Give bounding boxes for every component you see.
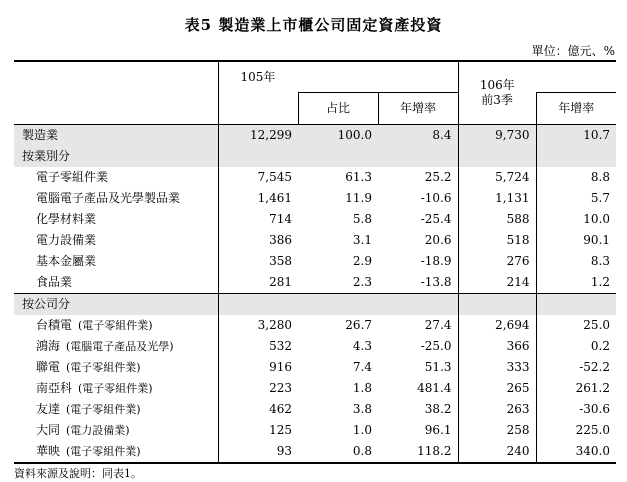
company-name: 友達 xyxy=(36,402,61,416)
cell-growth-105: 8.4 xyxy=(378,125,458,147)
unit-label: 單位：億元、% xyxy=(531,44,615,58)
industry-row xyxy=(14,209,616,230)
cell-growth-106: 340.0 xyxy=(536,441,616,463)
cell-growth-105: 481.4 xyxy=(417,381,452,395)
cell-105: 7,545 xyxy=(218,167,298,188)
header-blank xyxy=(14,61,218,125)
cell-growth-106: 225.0 xyxy=(536,420,616,441)
cell-106q3: 265 xyxy=(458,378,536,399)
cell-growth-105: 25.2 xyxy=(424,170,452,184)
header-105-blank xyxy=(218,93,298,125)
company-name: 華映 xyxy=(36,444,61,458)
cell-105: 223 xyxy=(218,378,298,399)
row-label: 食品業 xyxy=(36,275,73,289)
cell-105: 714 xyxy=(218,209,298,230)
cell-106q3: 518 xyxy=(458,230,536,251)
cell-growth-106: -30.6 xyxy=(536,399,616,420)
cell-105: 125 xyxy=(218,420,298,441)
company-section-header xyxy=(14,294,616,316)
cell-106q3: 333 xyxy=(458,357,536,378)
cell-105: 3,280 xyxy=(218,315,298,336)
cell-growth-106: 261.2 xyxy=(536,378,616,399)
company-row xyxy=(14,336,616,357)
cell-share: 5.8 xyxy=(352,212,372,226)
header-growth-105: 年增率 xyxy=(378,93,458,125)
company-name: 南亞科 xyxy=(36,381,73,395)
cell-growth-105: -25.0 xyxy=(420,339,452,353)
header-106-blank xyxy=(536,61,616,93)
company-name: 聯電 xyxy=(36,360,61,374)
company-industry: (電腦電子產品及光學) xyxy=(66,340,174,353)
cell-growth-105: -10.6 xyxy=(420,191,452,205)
cell-growth-106: 10.0 xyxy=(536,209,616,230)
cell-share: 100.0 xyxy=(298,125,378,147)
cell-growth-106: 25.0 xyxy=(536,315,616,336)
cell-106q3: 1,131 xyxy=(458,188,536,209)
cell-106q3: 276 xyxy=(458,251,536,272)
cell-106q3: 263 xyxy=(458,399,536,420)
row-label xyxy=(14,357,218,378)
cell-106q3: 2,694 xyxy=(458,315,536,336)
company-industry: (電子零組件業) xyxy=(78,319,153,332)
cell-105: 358 xyxy=(218,251,298,272)
cell-105: 12,299 xyxy=(218,125,298,147)
cell-growth-105: 118.2 xyxy=(378,441,458,463)
cell-106q3: 588 xyxy=(458,209,536,230)
table-title: 表5 製造業上市櫃公司固定資產投資 xyxy=(184,16,443,34)
cell-growth-106: 5.7 xyxy=(536,188,616,209)
industry-row xyxy=(14,188,616,209)
industry-row xyxy=(14,272,616,294)
row-label: 製造業 xyxy=(14,125,218,147)
cell-growth-106: 90.1 xyxy=(536,230,616,251)
cell-105: 93 xyxy=(218,441,298,463)
cell-growth-105: 20.6 xyxy=(424,233,452,247)
cell-share: 1.0 xyxy=(352,423,372,437)
cell-106q3: 240 xyxy=(458,441,536,463)
cell-growth-106: 8.8 xyxy=(536,167,616,188)
header-105: 105年 xyxy=(218,61,458,93)
header-growth-106: 年增率 xyxy=(536,93,616,125)
cell-share: 61.3 xyxy=(345,170,372,184)
cell-105: 1,461 xyxy=(218,188,298,209)
company-row xyxy=(14,399,616,420)
row-label: 基本金屬業 xyxy=(36,254,97,268)
cell-106q3: 9,730 xyxy=(458,125,536,147)
company-name: 鴻海 xyxy=(36,339,61,353)
row-label: 電子零組件業 xyxy=(36,170,109,184)
cell-growth-106: 8.3 xyxy=(536,251,616,272)
cell-share: 7.4 xyxy=(352,360,372,374)
company-industry: (電力設備業) xyxy=(66,424,130,437)
cell-105: 532 xyxy=(218,336,298,357)
cell-growth-106: 1.2 xyxy=(536,272,616,294)
row-label xyxy=(14,399,218,420)
company-row xyxy=(14,357,616,378)
row-label: 化學材料業 xyxy=(36,212,97,226)
cell-growth-105: 27.4 xyxy=(424,318,452,332)
cell-share: 1.8 xyxy=(352,381,372,395)
cell-growth-105: 96.1 xyxy=(424,423,452,437)
company-industry: (電子零組件業) xyxy=(66,403,141,416)
cell-105: 462 xyxy=(218,399,298,420)
row-label xyxy=(14,336,218,357)
source-note: 資料來源及說明：同表1。 xyxy=(14,467,142,480)
row-label xyxy=(14,315,218,336)
cell-106q3: 5,724 xyxy=(458,167,536,188)
header-share: 占比 xyxy=(298,93,378,125)
cell-106q3: 258 xyxy=(458,420,536,441)
cell-growth-105: -18.9 xyxy=(420,254,452,268)
cell-growth-106: 10.7 xyxy=(536,125,616,147)
cell-share: 3.8 xyxy=(352,402,372,416)
cell-106q3: 214 xyxy=(458,272,536,294)
cell-growth-105: 38.2 xyxy=(424,402,452,416)
row-label: 電力設備業 xyxy=(36,233,97,247)
row-label xyxy=(14,441,218,463)
industry-section-header xyxy=(14,146,616,167)
company-name: 大同 xyxy=(36,423,61,437)
header-q3: 前3季 xyxy=(458,93,536,125)
investment-table xyxy=(14,60,616,464)
cell-share: 0.8 xyxy=(298,441,378,463)
header-106: 106年 xyxy=(458,61,536,93)
cell-106q3: 366 xyxy=(458,336,536,357)
company-row xyxy=(14,441,616,463)
cell-105: 281 xyxy=(218,272,298,294)
row-label xyxy=(14,420,218,441)
cell-share: 11.9 xyxy=(345,191,372,205)
company-row xyxy=(14,315,616,336)
company-row xyxy=(14,420,616,441)
section-label: 按公司分 xyxy=(14,294,218,316)
cell-growth-106: -52.2 xyxy=(536,357,616,378)
cell-growth-106: 0.2 xyxy=(536,336,616,357)
row-label xyxy=(14,378,218,399)
company-industry: (電子零組件業) xyxy=(78,382,153,395)
cell-growth-105: -25.4 xyxy=(420,212,452,226)
cell-share: 4.3 xyxy=(352,339,372,353)
section-label: 按業別分 xyxy=(14,146,218,167)
cell-share: 2.3 xyxy=(352,275,372,289)
total-row xyxy=(14,125,616,147)
company-industry: (電子零組件業) xyxy=(66,361,141,374)
cell-share: 26.7 xyxy=(345,318,372,332)
industry-row xyxy=(14,167,616,188)
company-name: 台積電 xyxy=(36,318,73,332)
company-row xyxy=(14,378,616,399)
cell-105: 916 xyxy=(218,357,298,378)
cell-105: 386 xyxy=(218,230,298,251)
cell-share: 3.1 xyxy=(352,233,372,247)
cell-share: 2.9 xyxy=(352,254,372,268)
industry-row xyxy=(14,251,616,272)
company-industry: (電子零組件業) xyxy=(66,445,141,458)
cell-growth-105: -13.8 xyxy=(420,275,452,289)
row-label: 電腦電子產品及光學製品業 xyxy=(36,191,181,205)
industry-row xyxy=(14,230,616,251)
cell-growth-105: 51.3 xyxy=(424,360,452,374)
